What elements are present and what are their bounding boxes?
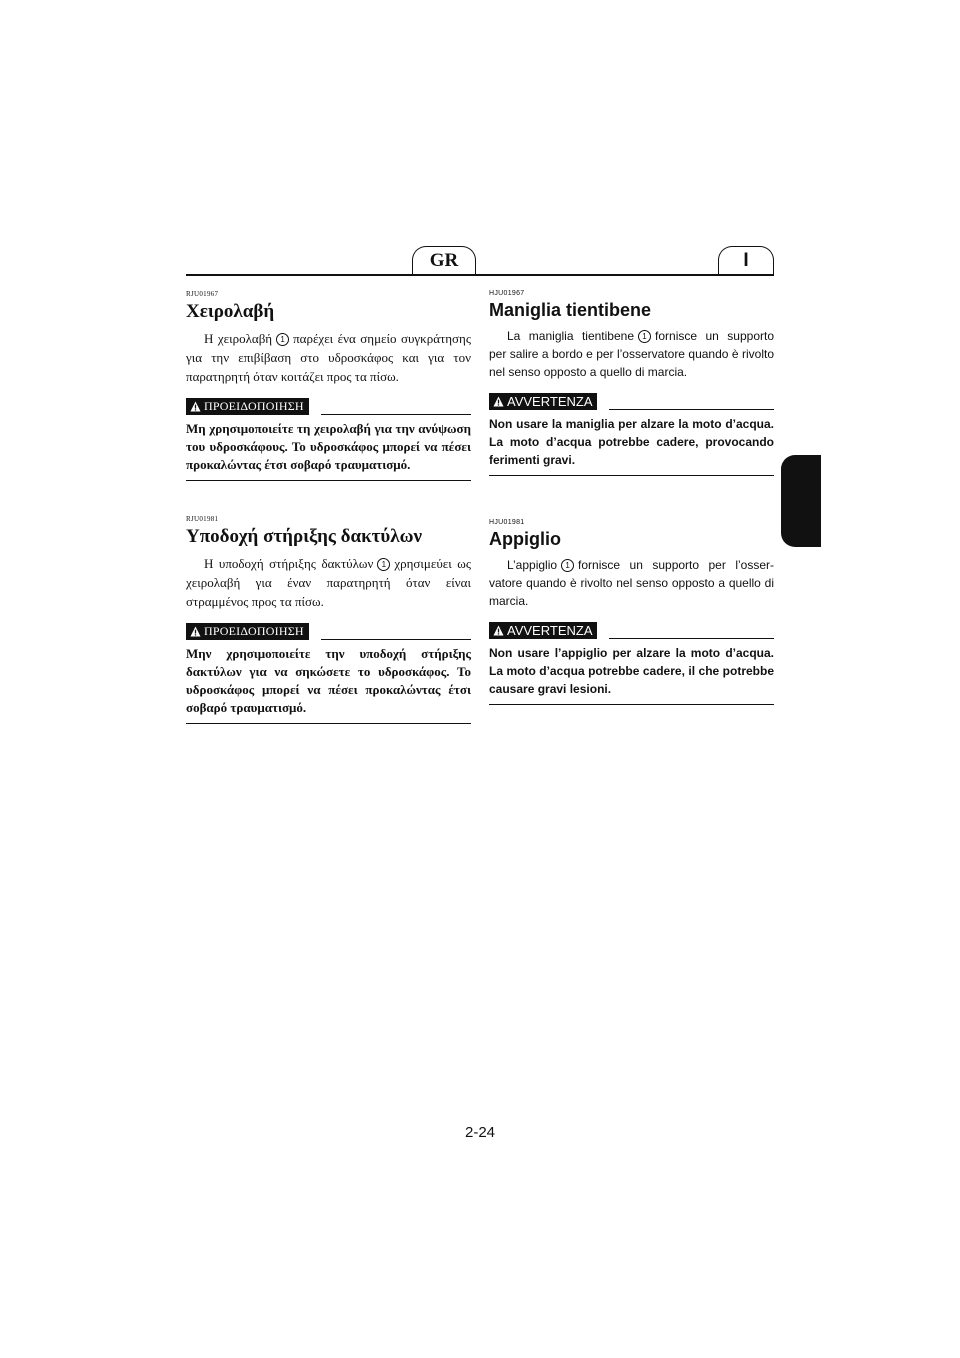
section-code: RJU01981 — [186, 515, 219, 523]
section-title: Maniglia tientibene — [489, 300, 652, 320]
warning-label: AVVERTENZA — [489, 393, 597, 410]
warning-header — [489, 622, 774, 639]
warning-rule — [321, 414, 471, 416]
header-rule — [186, 274, 774, 276]
section-title: Appiglio — [489, 529, 561, 549]
warning-label: ΠΡΟΕΙΔΟΠΟΙΗΣΗ — [186, 623, 309, 640]
section-code: HJU01981 — [489, 519, 525, 526]
callout-number: 1 — [561, 559, 574, 572]
section-body: Η χειρολαβή 1 παρέχει ένα σημείο συγκράτησης για την επιβίβαση στο υδροσκάφος και για τον παρατηρητή όταν κοιτάζει προς τα πίσω. — [186, 331, 471, 384]
section-body: La maniglia tientibene 1 fornisce un supporto per salire a bordo e per l’osservatore quando è rivolto nel senso opposto a quello di marcia. — [489, 329, 775, 379]
warning-rule — [321, 639, 471, 641]
warning-label: AVVERTENZA — [489, 622, 597, 639]
section-finger-grip-it — [489, 519, 774, 705]
section-body: L’appiglio 1 fornisce un supporto per l’osser-vatore quando è rivolto nel senso opposto a quello di marcia. — [489, 558, 774, 608]
warning-label: ΠΡΟΕΙΔΟΠΟΙΗΣΗ — [186, 398, 309, 415]
warning-triangle-icon — [493, 396, 504, 407]
warning-header — [489, 393, 774, 410]
callout-number: 1 — [638, 330, 651, 343]
warning-triangle-icon — [493, 625, 504, 636]
warning-rule — [609, 638, 774, 640]
warning-rule — [609, 409, 774, 411]
section-body: Η υποδοχή στήριξης δακτύλων 1 χρησιμεύει ως χειρολαβή για έναν παρατηρητή όταν είναι στραμμένος προς τα πίσω. — [186, 556, 471, 609]
warning-triangle-icon — [190, 626, 201, 637]
callout-number: 1 — [377, 558, 390, 571]
section-title: Υποδοχή στήριξης δακτύλων — [186, 526, 422, 547]
page-number: 2-24 — [464, 1124, 496, 1141]
warning-triangle-icon — [190, 401, 201, 412]
italian-column — [489, 280, 774, 705]
warning-header — [186, 623, 471, 640]
warning-text: Μη χρησιμοποιείτε τη χειρολαβή για την ανύψωση του υδροσκάφους. Το υδροσκάφος μπορεί να πέσει προκαλώντας έτσι σοβαρό τραυματισμό. — [186, 420, 471, 481]
section-title: Χειρολαβή — [186, 301, 275, 322]
section-code: RJU01967 — [186, 290, 219, 298]
greek-column — [186, 280, 471, 724]
callout-number: 1 — [276, 333, 289, 346]
warning-header — [186, 398, 471, 415]
language-badge-gr: GR — [412, 246, 476, 274]
warning-text: Μην χρησιμοποιείτε την υποδοχή στήριξης δακτύλων για να σηκώσετε το υδροσκάφος. Το υδροσκάφος μπορεί να πέσει προκαλώντας έτσι σοβαρό τραυματισμό. — [186, 645, 471, 724]
language-badge-i: I — [718, 246, 774, 274]
section-grab-handle-gr — [186, 290, 471, 481]
section-grab-handle-it — [489, 290, 774, 476]
chapter-side-tab — [781, 455, 821, 547]
section-code: HJU01967 — [489, 290, 525, 297]
warning-text: Non usare l’appiglio per alzare la moto d’acqua. La moto d’acqua potrebbe cadere, il che potrebbe causare gravi lesioni. — [489, 644, 774, 705]
section-finger-grip-gr — [186, 515, 471, 724]
warning-text: Non usare la maniglia per alzare la moto d’acqua. La moto d’acqua potrebbe cadere, provocando ferimenti gravi. — [489, 415, 774, 476]
